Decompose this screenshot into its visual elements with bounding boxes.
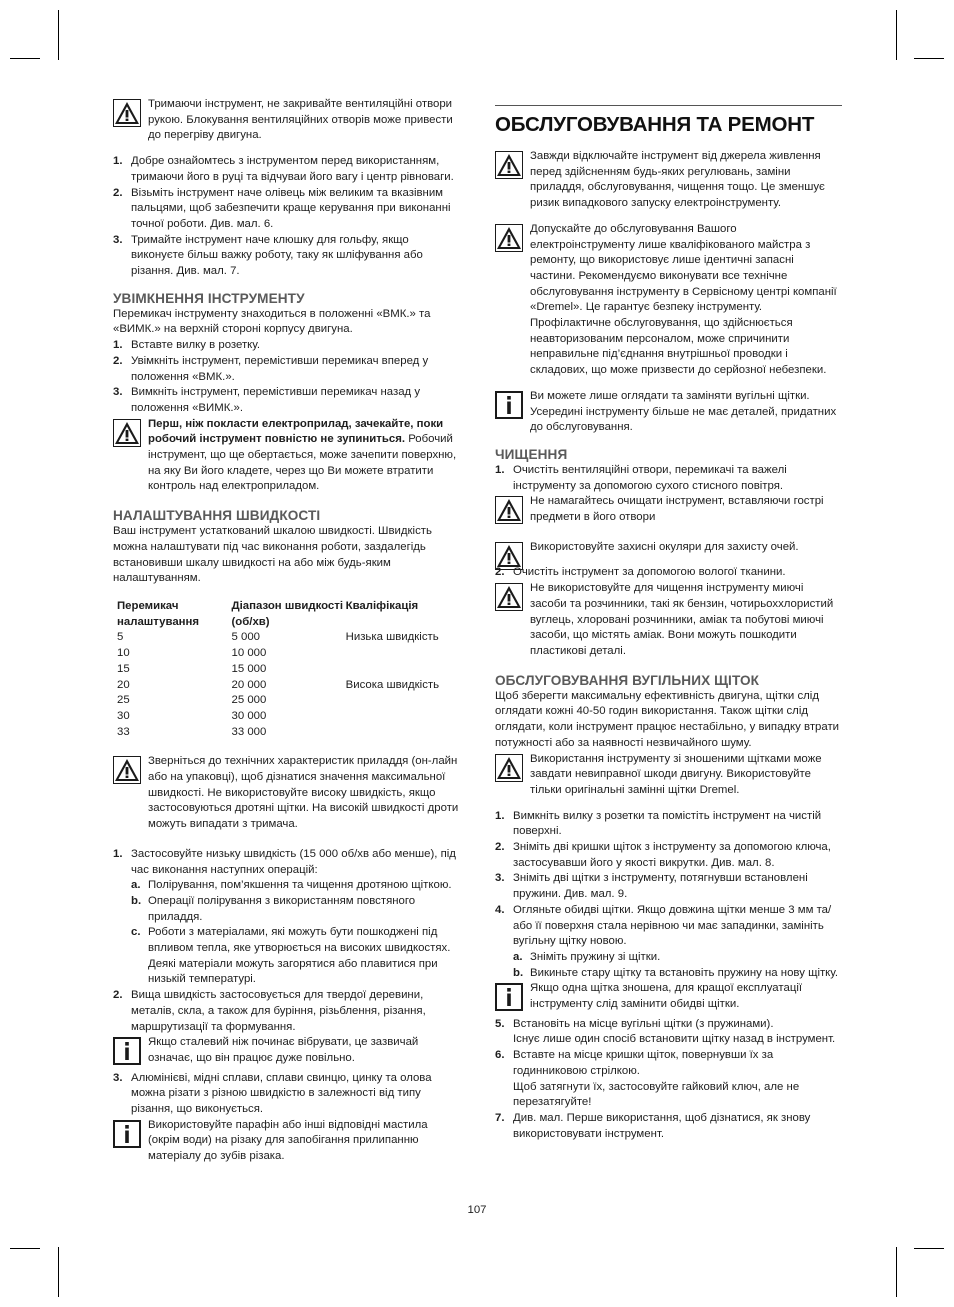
note-text: Використовуйте парафін або інші відповідні мастила (окрім води) на різаку для запобігання прилипанню матеріалу до зубів різака. (148, 1118, 428, 1163)
note-text: Ви можете лише оглядати та заміняти вугільні щітки. Усередині інструменту більше не має деталей, придатних до обслуговування. (530, 389, 837, 434)
warning-triangle-icon (495, 583, 523, 611)
note-text: Тримаючи інструмент, не закривайте вентиляційні отвори рукою. Блокування вентиляційних отворів може привести до перегріву двигуна. (148, 98, 453, 142)
sub-list-item: a. Зніміть пружину зі щітки. (513, 950, 661, 963)
table-row: 25 25 000 (117, 694, 267, 707)
list-item: 7. Див. мал. Перше використання, щоб дізнатися, як знову використовувати інструмент. (495, 1111, 811, 1140)
section-heading-brushes: ОБСЛУГОВУВАННЯ ВУГІЛЬНИХ ЩІТОК (495, 672, 760, 688)
crop-mark (10, 58, 40, 59)
warning-triangle-icon (495, 496, 523, 524)
warning-triangle-icon (113, 756, 141, 784)
paragraph: Ваш інструмент устаткований шкалою швидкості. Швидкість можна налаштувати під час виконання роботи, заздалегідь встановивши шкалу швидкості на або між будь-яким налаштуванням. (113, 525, 432, 585)
info-icon (113, 1037, 141, 1065)
info-note (495, 981, 842, 1012)
title-rule (495, 105, 842, 106)
crop-mark (58, 1247, 59, 1297)
left-column (113, 97, 460, 1165)
section-heading-switch: УВІМКНЕННЯ ІНСТРУМЕНТУ (113, 290, 305, 306)
list-item: 4. Огляньте обидві щітки. Якщо довжина щітки менше 3 мм та/або її поверхня стала нерівною чи має западинки, замініть вугільну щітку новою. a. Зніміть пружину зі щітки. b. Викиньте стару щітку та встановіть пружину на нову щітку. (495, 903, 842, 982)
list-item: 3. Зніміть дві щітки з інструменту, потягнувши встановлені пружини. Див. мал. 9. (495, 872, 808, 901)
crop-mark (914, 1248, 944, 1249)
note-text: Не намагайтесь очищати інструмент, вставляючи гострі предмети в його отвори (530, 495, 824, 524)
warning-note (495, 222, 842, 379)
table-row: 20 20 000 Висока швидкість (117, 678, 440, 691)
crop-mark (914, 58, 944, 59)
warning-triangle-icon (113, 99, 141, 127)
warning-note (495, 581, 842, 660)
list-item: 6. Вставте на місце кришки щіток, повернувши їх за годинниковою стрілкою. Щоб затягнути їх, застосовуйте гайковий ключ, але не перезатягуйте! (495, 1049, 800, 1109)
warning-note (113, 417, 460, 496)
warning-note (495, 752, 842, 799)
note-text: Використовуйте захисні окуляри для захисту очей. (530, 540, 799, 553)
brush-list (495, 809, 842, 982)
crop-mark (10, 1248, 40, 1249)
grip-list (113, 154, 460, 280)
list-item: 2. Вища швидкість застосовується для твердої деревини, металів, скла, а також для буріння, різьблення, різання, маршрутизації та формування. (113, 989, 426, 1033)
warning-note (495, 494, 842, 525)
note-text: Допускайте до обслуговування Вашого електроінструменту лише кваліфікованого майстра з ремонту, що використовує лише ідентичні запасні частини. Рекомендуємо виконувати все технічне обслуговування інструменту в Сервісному центрі компанії «Dremel». Це гарантує безпеку інструменту. Профілактичне обслуговування, що здійснюється неавторизованим персоналом, може спричинити неправильне під’єднання внутрішньої проводки і складових, що може призвести до серйозної небезпеки. (530, 222, 837, 377)
table-row: 5 5 000 Низька швидкість (117, 631, 439, 644)
table-row: 33 33 000 (117, 725, 267, 738)
section-heading-speed: НАЛАШТУВАННЯ ШВИДКОСТІ (113, 508, 321, 524)
list-item: 1. Вимкніть вилку з розетки та помістіть інструмент на чистій поверхні. (495, 809, 822, 838)
sub-list-item: c. Роботи з матеріалами, які можуть бути пошкоджені під впливом тепла, яке утворюється на високих швидкостях. Деякі матеріали можуть загорятися або плавитися при низькій температурі. (131, 926, 451, 986)
list-item: 2. Візьміть інструмент наче олівець між великим та вказівним пальцями, щоб забезпечити краще керування при виконанні точної роботи. Див. мал. 6. (113, 186, 451, 230)
page-number: 107 (467, 1204, 487, 1216)
sub-list-item: a. Полірування, пом’якшення та чищення дротяною щіткою. (131, 879, 452, 892)
list-item: 2. Зніміть дві кришки щіток з інструменту за допомогою ключа, застосувавши його у якості викрутки. Див. мал. 8. (495, 841, 831, 869)
info-note (495, 389, 842, 436)
note-text: Не використовуйте для чищення інструменту миючі засоби та розчинники, такі як бензин, чотирьоххлористий вуглець, хлоровані розчинники, аміак та побутові миючі засоби, що містять аміак. Вони можуть пошкодити пластикові деталі. (530, 582, 834, 657)
info-note (113, 1118, 460, 1165)
warning-triangle-icon (495, 754, 523, 782)
sub-list-item: b. Операції полірування з використанням повстяного приладдя. (131, 894, 416, 923)
list-item: 3. Вимкніть інструмент, перемістивши перемикач назад у положення «ВИМК.». (113, 386, 421, 414)
list-item: 1. Вставте вилку в розетку. (113, 339, 260, 352)
list-item: 1. Очистіть вентиляційні отвори, перемикачі та важелі інструменту за допомогою сухого стисного повітря. (495, 463, 787, 492)
paragraph: Перемикач інструменту знаходиться в положенні «ВМК.» та «ВИМК.» на верхній стороні корпусу двигуна. (113, 307, 431, 336)
warning-note (113, 754, 460, 833)
note-text: Перш, ніж покласти електроприлад, зачекайте, поки робочий інструмент повністю не зупиниться. Робочий інструмент, що ще обертається, може зачепити поверхню, на яку Ви його кладете, через що Ви можете втратити контроль над електроприладом. (148, 417, 457, 493)
list-item: 2. Увімкніть інструмент, перемістивши перемикач вперед у положення «ВМК.». (113, 354, 429, 383)
list-item: 2. Очистіть інструмент за допомогою вологої тканини. (495, 566, 786, 579)
paragraph: Щоб зберегти максимальну ефективність двигуна, щітки слід оглядати кожні 40-50 годин використання. Також щітки слід оглядати, коли інструмент працює нестабільно, у випадку втрати потужності або за наявності незвичайного шуму. (495, 689, 840, 749)
info-icon (113, 1120, 141, 1148)
list-item: 1. Добре ознайомтесь з інструментом перед використанням, тримаючи його в руці та відчуваи його вагу і центр рівноваги. (113, 155, 454, 183)
note-text: Завжди відключайте інструмент від джерела живлення перед здійсненням будь-яких регулювань, заміни приладдя, обслуговування, чищення тощо. Це зменшує ризик випадкового запуску електроінструменту. (530, 150, 825, 210)
table-row: 10 10 000 (117, 647, 267, 660)
note-text: Якщо одна щітка зношена, для кращої експлуатації інструменту слід замінити обидві щітки. (530, 982, 803, 1011)
section-heading-cleaning: ЧИЩЕННЯ (495, 446, 568, 462)
note-text: Зверніться до технічних характеристик приладдя (он-лайн або на упаковці), щоб дізнатися значення максимальної швидкості. Не використовуйте високу швидкість, якщо застосовуються дротяні щітки. На високій швидкості дроти можуть випадати з тримача. (148, 755, 459, 831)
warning-note (113, 97, 460, 144)
column-header: Діапазон швидкості (об/хв) (231, 599, 344, 628)
crop-mark (896, 1247, 897, 1297)
warning-triangle-icon (495, 151, 523, 179)
note-text: Якщо сталевий ніж починає вібрувати, це зазвичай означає, що він працює дуже повільно. (148, 1036, 419, 1064)
speed-table (117, 599, 460, 740)
warning-note (495, 540, 842, 556)
sub-list-item: b. Викиньте стару щітку та встановіть пружину на нову щітку. (513, 966, 839, 979)
list-item: 3. Алюмінієві, мідні сплави, сплави свинцю, цинку та олова можна різати з різною швидкістю в залежності від типу різання, що виконується. (113, 1071, 432, 1116)
warning-triangle-icon (495, 224, 523, 252)
right-column (495, 97, 842, 1142)
column-header: Перемикач налаштування (117, 599, 200, 628)
warning-note (495, 149, 842, 212)
info-icon (495, 983, 523, 1011)
info-note (113, 1035, 460, 1066)
table-row: 15 15 000 (117, 662, 267, 675)
list-item: 3. Тримайте інструмент наче клюшку для гольфу, якщо виконуєте більш важку роботу, таку як шліфування або різання. Див. мал. 7. (113, 233, 423, 278)
warning-triangle-icon (113, 419, 141, 447)
table-row: 30 30 000 (117, 709, 267, 722)
page-title: ОБСЛУГОВУВАННЯ ТА РЕМОНТ (495, 113, 815, 136)
crop-mark (896, 10, 897, 60)
column-header: Кваліфікація (345, 599, 419, 612)
list-item: 5. Встановіть на місце вугільні щітки (з пружинами). Існує лише один спосіб встановити щітку назад в інструмент. (495, 1017, 836, 1046)
switch-list (113, 338, 460, 417)
table-header-row (117, 599, 460, 630)
list-item: 1. Застосовуйте низьку швидкість (15 000 об/хв або менше), під час виконання наступних операцій: a. Полірування, пом’якшення та чищення дротяною щіткою. b. Операції полірування з використанням повстяного приладдя. c. Роботи з матеріалами, які можуть бути пошкоджені під впливом тепла, яке утворюється на високих швидкостях. Деякі матеріали можуть загорятися або плавитися при низькій температурі. (113, 847, 460, 988)
note-text: Використання інструменту зі зношеними щітками може завдати невиправної шкоди двигуну. Використовуйте тільки оригінальні замінні щітки Dremel. (530, 752, 822, 796)
info-icon (495, 391, 523, 419)
crop-mark (58, 10, 59, 60)
